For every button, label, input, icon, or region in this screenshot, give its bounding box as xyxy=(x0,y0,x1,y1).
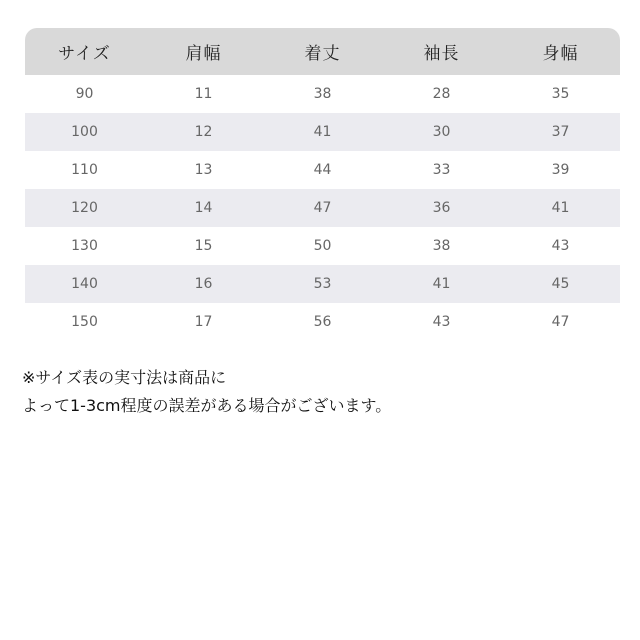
cell-chest-width: 47 xyxy=(501,303,620,341)
cell-size: 130 xyxy=(25,227,144,265)
cell-sleeve-length: 28 xyxy=(382,75,501,113)
cell-sleeve-length: 36 xyxy=(382,189,501,227)
cell-size: 140 xyxy=(25,265,144,303)
note-line-2: よって1-3cm程度の誤差がある場合がございます。 xyxy=(22,396,392,415)
cell-size: 150 xyxy=(25,303,144,341)
cell-size: 110 xyxy=(25,151,144,189)
cell-length: 41 xyxy=(263,113,382,151)
table-row xyxy=(25,151,620,189)
cell-sleeve-length: 33 xyxy=(382,151,501,189)
table-row xyxy=(25,113,620,151)
note-line-1: ※サイズ表の実寸法は商品に xyxy=(22,368,227,387)
cell-chest-width: 39 xyxy=(501,151,620,189)
cell-shoulder-width: 15 xyxy=(144,227,263,265)
cell-shoulder-width: 17 xyxy=(144,303,263,341)
cell-sleeve-length: 41 xyxy=(382,265,501,303)
header-chest-width: 身幅 xyxy=(501,28,620,75)
cell-sleeve-length: 38 xyxy=(382,227,501,265)
cell-length: 38 xyxy=(263,75,382,113)
size-chart-table xyxy=(25,28,620,341)
cell-chest-width: 37 xyxy=(501,113,620,151)
cell-shoulder-width: 12 xyxy=(144,113,263,151)
cell-shoulder-width: 16 xyxy=(144,265,263,303)
table-row xyxy=(25,189,620,227)
cell-length: 47 xyxy=(263,189,382,227)
cell-chest-width: 41 xyxy=(501,189,620,227)
cell-chest-width: 35 xyxy=(501,75,620,113)
cell-length: 50 xyxy=(263,227,382,265)
cell-shoulder-width: 11 xyxy=(144,75,263,113)
cell-size: 100 xyxy=(25,113,144,151)
table-row xyxy=(25,303,620,341)
cell-chest-width: 43 xyxy=(501,227,620,265)
cell-length: 44 xyxy=(263,151,382,189)
cell-size: 120 xyxy=(25,189,144,227)
header-size: サイズ xyxy=(25,28,144,75)
cell-chest-width: 45 xyxy=(501,265,620,303)
table-header-row xyxy=(25,28,620,75)
cell-shoulder-width: 14 xyxy=(144,189,263,227)
cell-size: 90 xyxy=(25,75,144,113)
cell-length: 53 xyxy=(263,265,382,303)
size-disclaimer-note xyxy=(22,364,622,420)
cell-length: 56 xyxy=(263,303,382,341)
cell-sleeve-length: 43 xyxy=(382,303,501,341)
cell-sleeve-length: 30 xyxy=(382,113,501,151)
cell-shoulder-width: 13 xyxy=(144,151,263,189)
table-row xyxy=(25,265,620,303)
header-shoulder-width: 肩幅 xyxy=(144,28,263,75)
header-sleeve-length: 袖長 xyxy=(382,28,501,75)
table-row xyxy=(25,227,620,265)
table-row xyxy=(25,75,620,113)
header-length: 着丈 xyxy=(263,28,382,75)
